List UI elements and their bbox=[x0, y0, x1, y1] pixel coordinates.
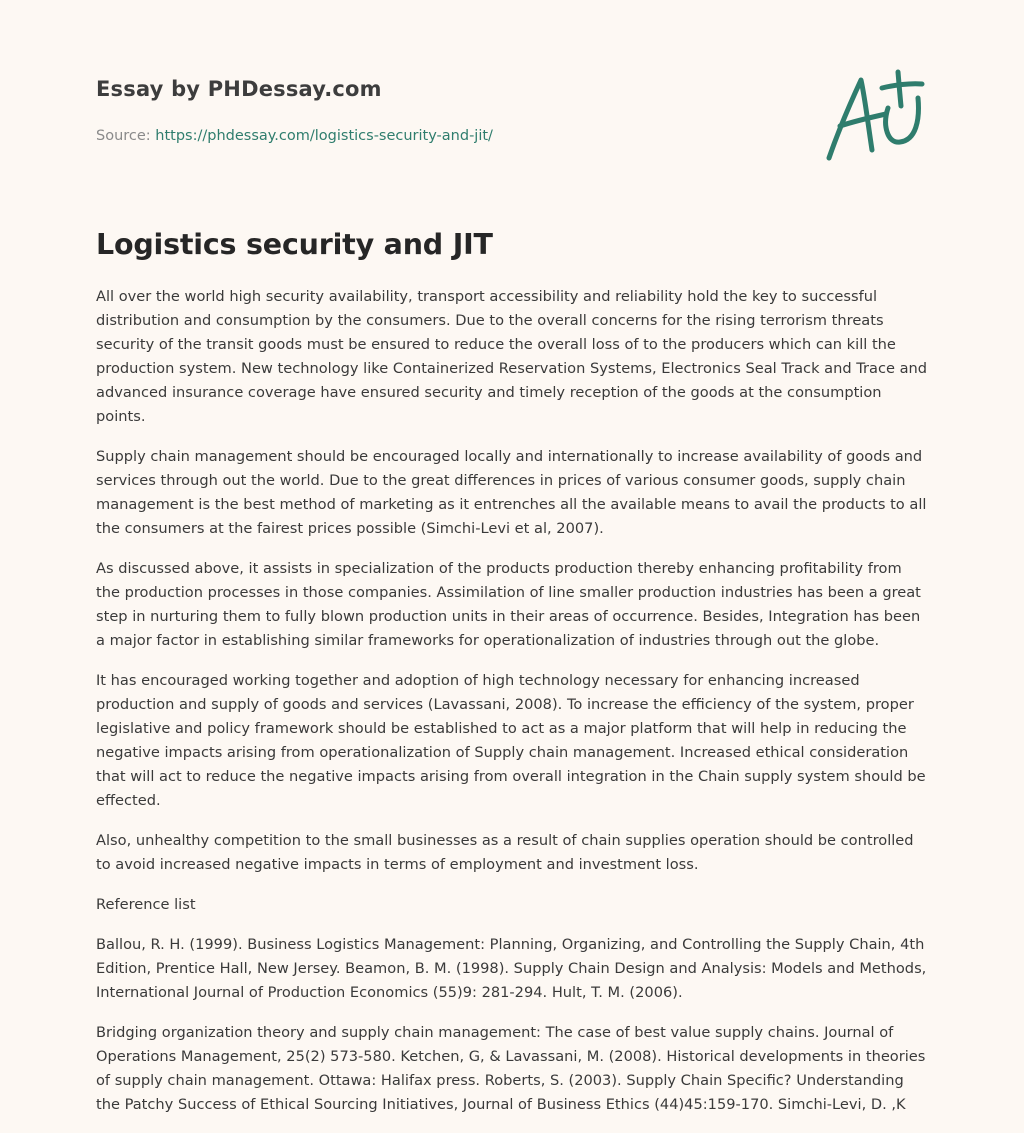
source-line bbox=[96, 126, 796, 146]
reference-list-heading: Reference list bbox=[96, 896, 196, 913]
essay-paragraph: Also, unhealthy competition to the small businesses as a result of chain supplies operation should be controlled to avoid increased negative impacts in terms of employment and investment loss. bbox=[96, 832, 914, 873]
essay-paragraph: All over the world high security availability, transport accessibility and reliability hold the key to successful distribution and consumption by the consumers. Due to the overall concerns for the rising terrorism threats security of the transit goods must be ensured to reduce the overall loss of to the producers which can kill the production system. New technology like Containerized Reservation Systems, Electronics Seal Track and Trace and advanced insurance coverage have ensured security and timely reception of the goods at the consumption points. bbox=[96, 288, 928, 425]
source-link[interactable]: https://phdessay.com/logistics-security-and-jit/ bbox=[155, 128, 493, 144]
site-brand: Essay by PHDessay.com bbox=[96, 77, 382, 101]
essay-paragraph: It has encouraged working together and adoption of high technology necessary for enhancing increased production and supply of goods and services (Lavassani, 2008). To increase the efficiency of the system, proper legislative and policy framework should be established to act as a major platform that will help in reducing the negative impacts arising from operationalization of Supply chain management. Increased ethical consideration that will act to reduce the negative impacts arising from overall integration in the Chain supply system should be effected. bbox=[96, 672, 926, 809]
a-plus-logo-icon bbox=[822, 68, 928, 164]
reference-paragraph: Ballou, R. H. (1999). Business Logistics Management: Planning, Organizing, and Controlling the Supply Chain, 4th Edition, Prentice Hall, New Jersey. Beamon, B. M. (1998). Supply Chain Design and Analysis: Models and Methods, International Journal of Production Economics (55)9: 281-294. Hult, T. M. (2006). bbox=[96, 936, 927, 1001]
source-label: Source: bbox=[96, 128, 156, 144]
essay-header bbox=[96, 74, 796, 146]
essay-title: Logistics security and JIT bbox=[96, 228, 493, 261]
essay-body bbox=[96, 285, 930, 1133]
essay-paragraph: Supply chain management should be encouraged locally and internationally to increase availability of goods and services through out the world. Due to the great differences in prices of various consumer goods, supply chain management is the best method of marketing as it entrenches all the available means to avail the products to all the consumers at the fairest prices possible (Simchi-Levi et al, 2007). bbox=[96, 448, 927, 537]
essay-paragraph: As discussed above, it assists in specialization of the products production thereby enhancing profitability from the production processes in those companies. Assimilation of line smaller production industries has been a great step in nurturing them to fully blown production units in their areas of occurrence. Besides, Integration has been a major factor in establishing similar frameworks for operationalization of industries through out the globe. bbox=[96, 560, 921, 649]
reference-paragraph: Bridging organization theory and supply chain management: The case of best value supply chains. Journal of Operations Management, 25(2) 573-580. Ketchen, G, & Lavassani, M. (2008). Historical developments in theories of supply chain management. Ottawa: Halifax press. Roberts, S. (2003). Supply Chain Specific? Understanding the Patchy Success of Ethical Sourcing Initiatives, Journal of Business Ethics (44)45:159-170. Simchi-Levi, D. ,K bbox=[96, 1024, 926, 1113]
